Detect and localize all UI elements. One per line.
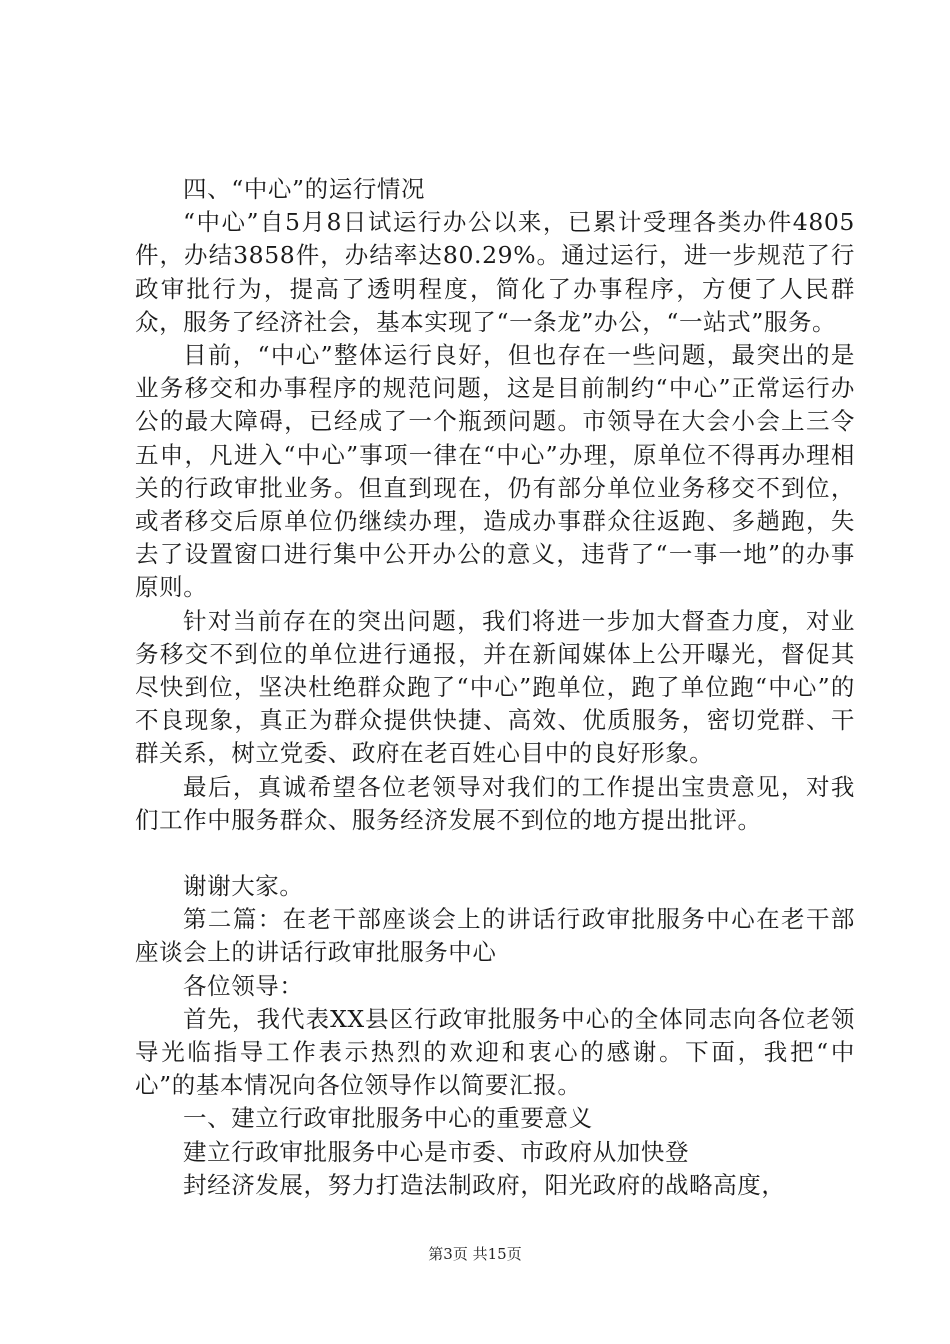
paragraph-opening: 首先，我代表XX县区行政审批服务中心的全体同志向各位老领导光临指导工作表示热烈的欢迎和衷心的感谢。下面，我把“中心”的基本情况向各位领导作以简要汇报。 — [135, 1004, 855, 1100]
paragraph-thanks: 谢谢大家。 — [183, 872, 304, 901]
section-heading-significance: 一、建立行政审批服务中心的重要意义 — [183, 1104, 593, 1133]
paragraph-closing-request: 最后，真诚希望各位老领导对我们的工作提出宝贵意见，对我们工作中服务群众、服务经济发展不到位的地方提出批评。 — [135, 772, 855, 834]
page-number-footer: 第3页 共15页 — [428, 1245, 522, 1263]
paragraph-significance-line-1: 建立行政审批服务中心是市委、市政府从加快登 — [183, 1137, 690, 1166]
paragraph-problems: 目前，“中心”整体运行良好，但也存在一些问题，最突出的是业务移交和办事程序的规范问题，这是目前制约“中心”正常运行办公的最大障碍，已经成了一个瓶颈问题。市领导在大会小会上三令五申，凡进入“中心”事项一律在“中心”办理，原单位不得再办理相关的行政审批业务。但直到现在，仍有部分单位业务移交不到位，或者移交后原单位仍继续办理，造成办事群众往返跑、多趟跑，失去了设置窗口进行集中公开办公的意义，违背了“一事一地”的办事原则。 — [135, 341, 855, 602]
paragraph-measures: 针对当前存在的突出问题，我们将进一步加大督查力度，对业务移交不到位的单位进行通报，并在新闻媒体上公开曝光，督促其尽快到位，坚决杜绝群众跑了“中心”跑单位，跑了单位跑“中心”的不良现象，真正为群众提供快捷、高效、优质服务，密切党群、干群关系，树立党委、政府在老百姓心目中的良好形象。 — [135, 606, 855, 768]
document-body — [135, 173, 855, 1202]
paragraph-operation-stats: “中心”自5月8日试运行办公以来，已累计受理各类办件4805件，办结3858件，办结率达80.29%。通过运行，进一步规范了行政审批行为，提高了透明程度，简化了办事程序，方便了人民群众，服务了经济社会，基本实现了“一条龙”办公，“一站式”服务。 — [135, 208, 855, 336]
paragraph-significance-line-2: 封经济发展，努力打造法制政府，阳光政府的战略高度， — [183, 1170, 786, 1199]
section-heading-operation: 四、“中心”的运行情况 — [183, 175, 426, 203]
salutation: 各位领导： — [183, 971, 304, 1000]
article-two-title: 第二篇：在老干部座谈会上的讲话行政审批服务中心在老干部座谈会上的讲话行政审批服务中心 — [135, 905, 855, 967]
